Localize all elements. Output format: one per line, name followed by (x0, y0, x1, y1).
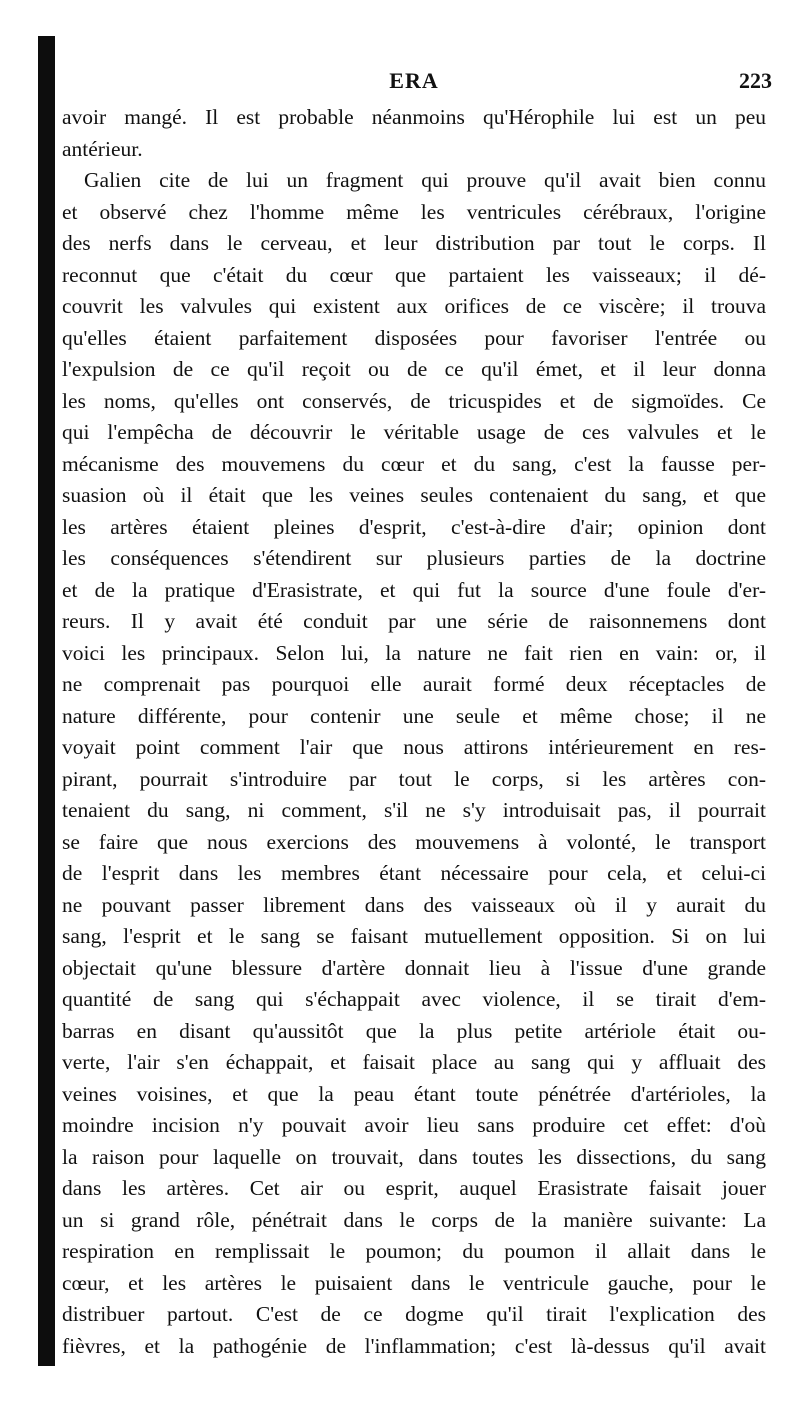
text-line: barras en disant qu'aussitôt que la plus petite artériole était ou- (62, 1018, 766, 1043)
text-line: les artères étaient pleines d'esprit, c'est-à-dire d'air; opinion dont (62, 514, 766, 539)
text-line: objectait qu'une blessure d'artère donnait lieu à l'issue d'une grande (62, 955, 766, 980)
text-line: se faire que nous exercions des mouvemens à volonté, le transport (62, 829, 766, 854)
text-line: quantité de sang qui s'échappait avec violence, il se tirait d'em- (62, 987, 766, 1011)
text-line: reurs. Il y avait été conduit par une série de raisonnemens dont (62, 609, 766, 633)
text-line: un si grand rôle, pénétrait dans le corps de la manière suivante: La (62, 1207, 766, 1232)
text-line: couvrit les valvules qui existent aux orifices de ce viscère; il trouva (62, 294, 766, 318)
text-line: qui l'empêcha de découvrir le véritable usage de ces valvules et le (62, 420, 766, 444)
text-line: dans les artères. Cet air ou esprit, auquel Erasistrate faisait jouer (62, 1176, 766, 1200)
text-line: nature différente, pour contenir une seule et même chose; il ne (62, 703, 766, 728)
text-line: pirant, pourrait s'introduire par tout le corps, si les artères con- (62, 766, 766, 791)
text-line: moindre incision n'y pouvait avoir lieu sans produire cet effet: d'où (62, 1113, 766, 1137)
text-line: distribuer partout. C'est de ce dogme qu'il tirait l'explication des (62, 1302, 766, 1326)
body-text (62, 102, 766, 1362)
text-line: et de la pratique d'Erasistrate, et qui fut la source d'une foule d'er- (62, 577, 766, 602)
text-line: ne comprenait pas pourquoi elle aurait formé deux réceptacles de (62, 672, 766, 696)
text-line: mécanisme des mouvemens du cœur et du sang, c'est la fausse per- (62, 451, 766, 476)
text-line: les noms, qu'elles ont conservés, de tricuspides et de sigmoïdes. Ce (62, 388, 766, 413)
text-line: antérieur. (62, 136, 143, 161)
text-line: l'expulsion de ce qu'il reçoit ou de ce qu'il émet, et il leur donna (62, 357, 766, 381)
text-line: respiration en remplissait le poumon; du poumon il allait dans le (62, 1239, 766, 1263)
running-head-title: ERA (389, 68, 439, 93)
text-line: des nerfs dans le cerveau, et leur distribution par tout le corps. Il (62, 231, 766, 255)
text-line: sang, l'esprit et le sang se faisant mutuellement opposition. Si on lui (62, 924, 766, 948)
text-line: reconnut que c'était du cœur que partaient les vaisseaux; il dé- (62, 262, 766, 287)
text-line: voyait point comment l'air que nous attirons intérieurement en res- (62, 735, 766, 759)
text-line: tenaient du sang, ni comment, s'il ne s'y introduisait pas, il pourrait (62, 798, 766, 822)
text-line: fièvres, et la pathogénie de l'inflammation; c'est là-dessus qu'il avait (62, 1333, 766, 1358)
running-head (62, 68, 772, 102)
text-line: cœur, et les artères le puisaient dans le ventricule gauche, pour le (62, 1270, 766, 1295)
text-line: de l'esprit dans les membres étant nécessaire pour cela, et celui-ci (62, 861, 766, 885)
text-line: la raison pour laquelle on trouvait, dans toutes les dissections, du sang (62, 1144, 766, 1169)
text-line: et observé chez l'homme même les ventricules cérébraux, l'origine (62, 199, 766, 224)
text-line: suasion où il était que les veines seules contenaient du sang, et que (62, 483, 766, 507)
book-page (62, 68, 772, 1362)
text-line: avoir mangé. Il est probable néanmoins qu'Hérophile lui est un peu (62, 105, 766, 129)
text-line: Galien cite de lui un fragment qui prouve qu'il avait bien connu (84, 168, 766, 192)
text-line: veines voisines, et que la peau étant toute pénétrée d'artérioles, la (62, 1081, 766, 1106)
text-line: verte, l'air s'en échappait, et faisait place au sang qui y affluait des (62, 1050, 766, 1074)
text-line: voici les principaux. Selon lui, la nature ne fait rien en vain: or, il (62, 640, 766, 665)
text-line: les conséquences s'étendirent sur plusieurs parties de la doctrine (62, 546, 766, 570)
book-spine-shadow (38, 36, 55, 1366)
page-number: 223 (739, 68, 772, 93)
text-line: ne pouvant passer librement dans des vaisseaux où il y aurait du (62, 892, 766, 917)
text-line: qu'elles étaient parfaitement disposées pour favoriser l'entrée ou (62, 325, 766, 350)
